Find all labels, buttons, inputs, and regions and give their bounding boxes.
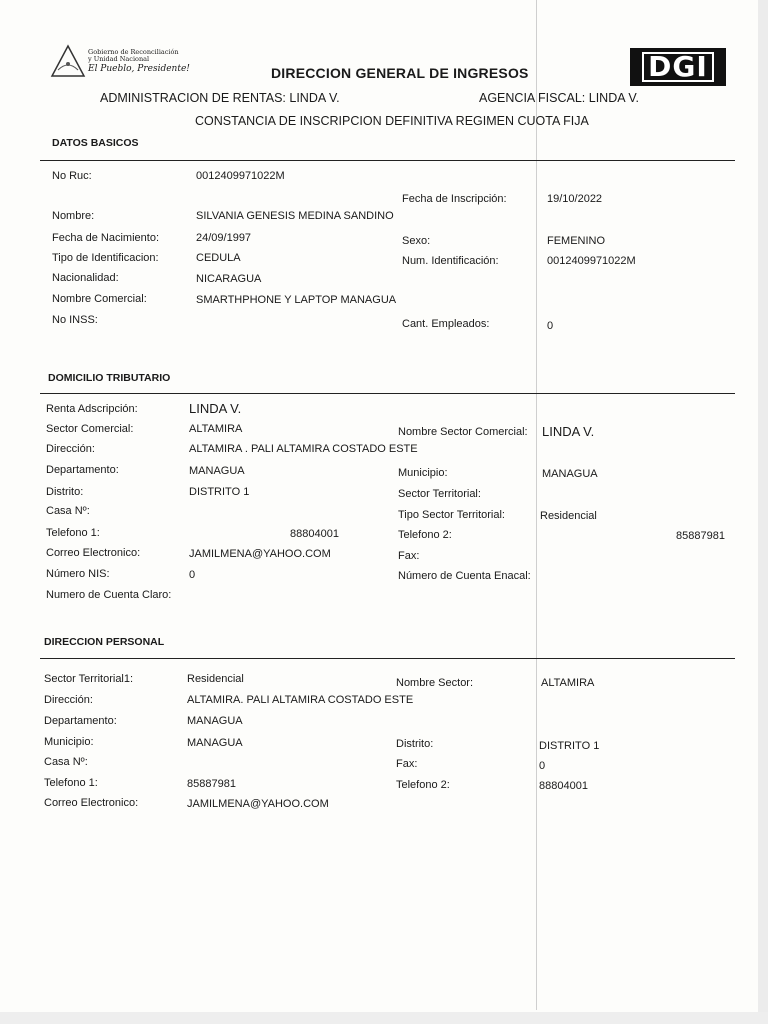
section-domicilio-tributario: DOMICILIO TRIBUTARIO xyxy=(48,372,171,384)
dgi-logo xyxy=(630,48,726,86)
casa-label: Casa Nº: xyxy=(46,505,90,517)
divider xyxy=(40,658,735,659)
personal-correo-value: JAMILMENA@YAHOO.COM xyxy=(187,798,329,810)
telefono1-label: Telefono 1: xyxy=(46,527,100,539)
personal-telefono2-label: Telefono 2: xyxy=(396,779,450,791)
ruc-value: 0012409971022M xyxy=(196,170,285,182)
empleados-value: 0 xyxy=(547,320,554,332)
constancia-title: CONSTANCIA DE INSCRIPCION DEFINITIVA REGIMEN CUOTA FIJA xyxy=(195,114,589,128)
personal-direccion-value: ALTAMIRA. PALI ALTAMIRA COSTADO ESTE xyxy=(187,694,414,706)
government-logo xyxy=(50,44,190,84)
personal-telefono1-value: 85887981 xyxy=(187,778,236,790)
personal-departamento-label: Departamento: xyxy=(44,715,117,727)
sexo-label: Sexo: xyxy=(402,235,431,247)
page-title: DIRECCION GENERAL DE INGRESOS xyxy=(271,65,529,81)
nombre-sector-comercial-label: Nombre Sector Comercial: xyxy=(398,426,528,438)
fecha-nacimiento-value: 24/09/1997 xyxy=(196,232,252,244)
fax-label: Fax: xyxy=(398,550,420,562)
personal-telefono1-label: Telefono 1: xyxy=(44,777,98,789)
personal-sector-territorial-label: Sector Territorial1: xyxy=(44,673,134,685)
nis-label: Número NIS: xyxy=(46,568,110,580)
sector-comercial-label: Sector Comercial: xyxy=(46,423,134,435)
divider xyxy=(40,393,735,394)
personal-municipio-value: MANAGUA xyxy=(187,737,243,749)
direccion-value: ALTAMIRA . PALI ALTAMIRA COSTADO ESTE xyxy=(189,443,418,455)
distrito-value: DISTRITO 1 xyxy=(189,486,250,498)
num-identificacion-value: 0012409971022M xyxy=(547,255,636,267)
personal-nombre-sector-value: ALTAMIRA xyxy=(541,677,595,689)
num-identificacion-label: Num. Identificación: xyxy=(402,255,499,267)
logo-slogan: El Pueblo, Presidente! xyxy=(88,64,190,74)
personal-telefono2-value: 88804001 xyxy=(539,780,588,792)
section-direccion-personal: DIRECCION PERSONAL xyxy=(44,636,165,648)
personal-sector-territorial-value: Residencial xyxy=(187,673,244,685)
telefono2-label: Telefono 2: xyxy=(398,529,452,541)
tipo-identificacion-value: CEDULA xyxy=(196,252,241,264)
fecha-inscripcion-label: Fecha de Inscripción: xyxy=(402,193,507,205)
personal-direccion-label: Dirección: xyxy=(44,694,93,706)
admin-rentas: ADMINISTRACION DE RENTAS: LINDA V. xyxy=(100,91,340,105)
personal-fax-value: 0 xyxy=(539,760,546,772)
logo-line-2: y Unidad Nacional xyxy=(88,55,150,63)
page-bottom-edge xyxy=(0,1012,768,1024)
dgi-logo-text: DGI xyxy=(642,52,714,82)
inss-label: No INSS: xyxy=(52,314,98,326)
personal-fax-label: Fax: xyxy=(396,758,418,770)
nacionalidad-label: Nacionalidad: xyxy=(52,272,119,284)
departamento-label: Departamento: xyxy=(46,464,119,476)
direccion-label: Dirección: xyxy=(46,443,95,455)
fecha-nacimiento-label: Fecha de Nacimiento: xyxy=(52,232,159,244)
nombre-sector-comercial-value: LINDA V. xyxy=(542,424,595,439)
personal-municipio-label: Municipio: xyxy=(44,736,94,748)
logo-line-1: Gobierno de Reconciliación xyxy=(88,48,179,56)
personal-nombre-sector-label: Nombre Sector: xyxy=(396,677,474,689)
fecha-inscripcion-value: 19/10/2022 xyxy=(547,193,603,205)
nombre-value: SILVANIA GENESIS MEDINA SANDINO xyxy=(196,210,394,222)
personal-correo-label: Correo Electronico: xyxy=(44,797,139,809)
correo-label: Correo Electronico: xyxy=(46,547,141,559)
tipo-sector-territorial-label: Tipo Sector Territorial: xyxy=(398,509,505,521)
personal-distrito-value: DISTRITO 1 xyxy=(539,740,600,752)
empleados-label: Cant. Empleados: xyxy=(402,318,490,330)
nis-value: 0 xyxy=(189,569,196,581)
personal-distrito-label: Distrito: xyxy=(396,738,434,750)
municipio-label: Municipio: xyxy=(398,467,448,479)
nombre-comercial-value: SMARTHPHONE Y LAPTOP MANAGUA xyxy=(196,294,397,306)
sector-territorial-label: Sector Territorial: xyxy=(398,488,481,500)
renta-adscripcion-value: LINDA V. xyxy=(189,401,242,416)
personal-departamento-value: MANAGUA xyxy=(187,715,243,727)
sexo-value: FEMENINO xyxy=(547,235,606,247)
agencia-fiscal: AGENCIA FISCAL: LINDA V. xyxy=(479,91,640,105)
nombre-label: Nombre: xyxy=(52,210,95,222)
section-datos-basicos: DATOS BASICOS xyxy=(52,137,139,149)
personal-casa-label: Casa Nº: xyxy=(44,756,88,768)
tipo-identificacion-label: Tipo de Identificacion: xyxy=(52,252,159,264)
page-edge xyxy=(758,0,768,1024)
departamento-value: MANAGUA xyxy=(189,465,245,477)
ruc-label: No Ruc: xyxy=(52,170,92,182)
tipo-sector-territorial-value: Residencial xyxy=(540,510,597,522)
nacionalidad-value: NICARAGUA xyxy=(196,273,262,285)
scan-fold-line xyxy=(536,0,537,1010)
correo-value: JAMILMENA@YAHOO.COM xyxy=(189,548,331,560)
sector-comercial-value: ALTAMIRA xyxy=(189,423,243,435)
claro-label: Numero de Cuenta Claro: xyxy=(46,589,172,601)
divider xyxy=(40,160,735,161)
renta-adscripcion-label: Renta Adscripción: xyxy=(46,403,138,415)
triangle-emblem-icon xyxy=(50,44,86,80)
municipio-value: MANAGUA xyxy=(542,468,598,480)
telefono1-value: 88804001 xyxy=(290,528,339,540)
telefono2-value: 85887981 xyxy=(676,530,725,542)
enacal-label: Número de Cuenta Enacal: xyxy=(398,570,531,582)
distrito-label: Distrito: xyxy=(46,486,84,498)
nombre-comercial-label: Nombre Comercial: xyxy=(52,293,147,305)
